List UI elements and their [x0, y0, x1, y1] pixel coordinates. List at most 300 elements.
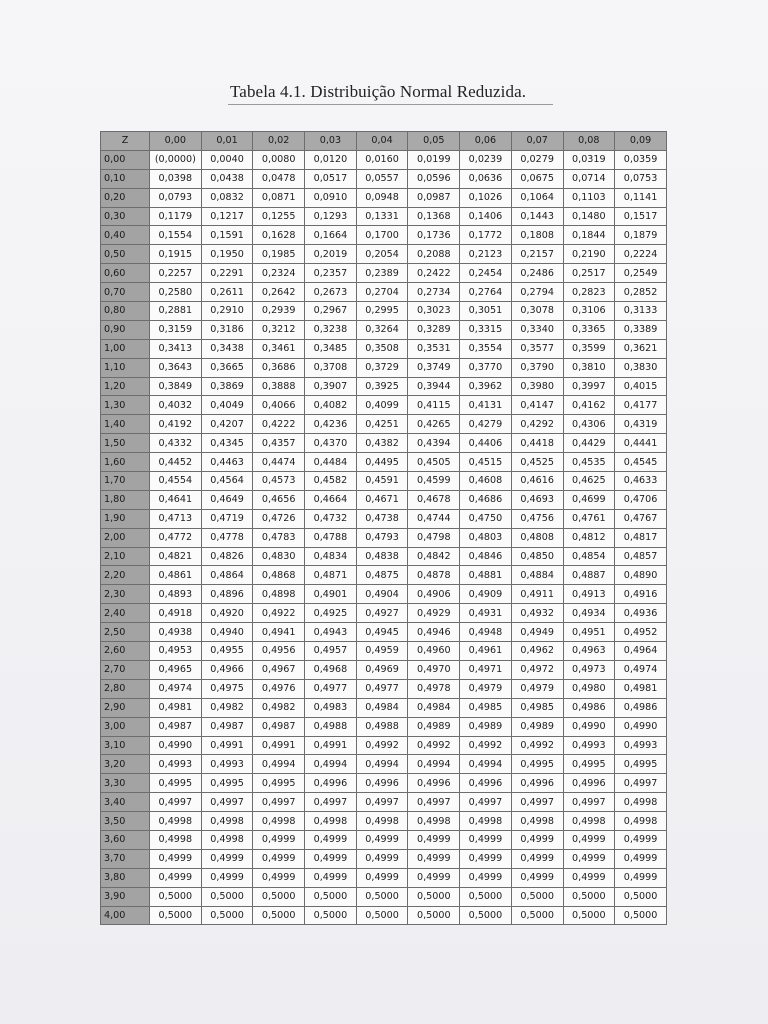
table-cell: 0,4830 [253, 547, 305, 566]
table-cell: 0,4162 [563, 396, 615, 415]
row-header-z: 0,50 [101, 245, 150, 264]
table-cell: 0,4986 [563, 698, 615, 717]
table-cell: 0,4993 [150, 755, 202, 774]
table-cell: 0,1879 [615, 226, 667, 245]
header-row [101, 132, 667, 151]
table-cell: 0,4998 [150, 830, 202, 849]
table-cell: 0,4850 [511, 547, 563, 566]
table-cell: 0,4906 [408, 585, 460, 604]
table-cell: 0,4999 [253, 830, 305, 849]
table-cell: 0,4931 [460, 604, 512, 623]
table-cell: 0,2794 [511, 283, 563, 302]
table-cell: 0,4608 [460, 472, 512, 491]
table-row [101, 585, 667, 604]
table-cell: 0,4441 [615, 434, 667, 453]
table-cell: 0,4842 [408, 547, 460, 566]
row-header-z: 3,50 [101, 812, 150, 831]
table-cell: 0,4887 [563, 566, 615, 585]
row-header-z: 1,60 [101, 453, 150, 472]
table-cell: 0,4474 [253, 453, 305, 472]
table-cell: 0,3461 [253, 339, 305, 358]
table-cell: 0,4484 [305, 453, 357, 472]
table-cell: 0,5000 [460, 887, 512, 906]
table-cell: 0,4997 [201, 793, 253, 812]
table-cell: 0,4893 [150, 585, 202, 604]
table-cell: 0,3621 [615, 339, 667, 358]
table-row [101, 264, 667, 283]
table-cell: 0,4699 [563, 490, 615, 509]
table-cell: 0,4936 [615, 604, 667, 623]
table-cell: 0,4996 [305, 774, 357, 793]
table-cell: 0,5000 [150, 906, 202, 925]
table-cell: 0,4987 [201, 717, 253, 736]
table-cell: 0,4997 [356, 793, 408, 812]
table-cell: 0,4798 [408, 528, 460, 547]
table-cell: 0,4989 [460, 717, 512, 736]
table-cell: 0,5000 [150, 887, 202, 906]
table-cell: 0,4941 [253, 623, 305, 642]
row-header-z: 1,10 [101, 358, 150, 377]
table-cell: 0,4890 [615, 566, 667, 585]
table-cell: 0,1480 [563, 207, 615, 226]
row-header-z: 2,90 [101, 698, 150, 717]
table-cell: 0,4778 [201, 528, 253, 547]
table-row [101, 887, 667, 906]
table-cell: 0,3997 [563, 377, 615, 396]
table-cell: 0,4357 [253, 434, 305, 453]
table-cell: 0,4994 [305, 755, 357, 774]
table-cell: 0,4099 [356, 396, 408, 415]
row-header-z: 1,30 [101, 396, 150, 415]
table-cell: 0,0636 [460, 169, 512, 188]
table-cell: 0,4999 [150, 849, 202, 868]
table-cell: 0,3051 [460, 302, 512, 321]
table-cell: 0,4918 [150, 604, 202, 623]
table-cell: 0,5000 [408, 906, 460, 925]
table-cell: 0,5000 [511, 906, 563, 925]
table-cell: 0,4984 [356, 698, 408, 717]
table-cell: 0,4982 [253, 698, 305, 717]
table-cell: 0,4207 [201, 415, 253, 434]
table-cell: 0,4306 [563, 415, 615, 434]
table-row [101, 490, 667, 509]
table-row [101, 849, 667, 868]
table-cell: 0,4564 [201, 472, 253, 491]
table-cell: 0,4131 [460, 396, 512, 415]
table-cell: 0,1844 [563, 226, 615, 245]
table-row [101, 453, 667, 472]
table-cell: 0,4808 [511, 528, 563, 547]
table-cell: 0,0948 [356, 188, 408, 207]
table-cell: 0,4985 [511, 698, 563, 717]
table-cell: 0,4988 [356, 717, 408, 736]
table-cell: 0,3238 [305, 320, 357, 339]
table-cell: 0,4961 [460, 642, 512, 661]
table-cell: 0,2881 [150, 302, 202, 321]
table-cell: 0,0239 [460, 150, 512, 169]
row-header-z: 0,20 [101, 188, 150, 207]
table-cell: 0,3365 [563, 320, 615, 339]
table-cell: 0,4573 [253, 472, 305, 491]
table-cell: 0,4993 [201, 755, 253, 774]
table-cell: 0,4956 [253, 642, 305, 661]
table-cell: 0,5000 [253, 906, 305, 925]
table-cell: 0,0832 [201, 188, 253, 207]
table-cell: 0,4066 [253, 396, 305, 415]
table-cell: 0,1064 [511, 188, 563, 207]
table-cell: 0,4429 [563, 434, 615, 453]
table-cell: 0,4881 [460, 566, 512, 585]
table-cell: 0,4633 [615, 472, 667, 491]
table-cell: 0,4946 [408, 623, 460, 642]
row-header-z: 2,10 [101, 547, 150, 566]
table-cell: 0,0279 [511, 150, 563, 169]
table-body [101, 150, 667, 925]
table-cell: 0,0714 [563, 169, 615, 188]
table-cell: 0,5000 [356, 906, 408, 925]
table-cell: 0,1664 [305, 226, 357, 245]
table-cell: 0,4370 [305, 434, 357, 453]
table-cell: 0,3849 [150, 377, 202, 396]
table-cell: 0,3577 [511, 339, 563, 358]
table-cell: 0,4761 [563, 509, 615, 528]
row-header-z: 1,80 [101, 490, 150, 509]
table-cell: 0,4999 [511, 849, 563, 868]
table-cell: 0,4756 [511, 509, 563, 528]
table-cell: 0,4999 [615, 830, 667, 849]
table-cell: 0,2939 [253, 302, 305, 321]
table-cell: 0,4515 [460, 453, 512, 472]
table-cell: 0,4977 [305, 679, 357, 698]
table-row [101, 566, 667, 585]
table-cell: 0,4991 [305, 736, 357, 755]
table-cell: 0,4452 [150, 453, 202, 472]
table-cell: 0,4913 [563, 585, 615, 604]
table-cell: 0,4991 [201, 736, 253, 755]
table-cell: 0,2224 [615, 245, 667, 264]
table-cell: 0,4656 [253, 490, 305, 509]
table-cell: 0,4999 [150, 868, 202, 887]
table-cell: 0,4987 [253, 717, 305, 736]
table-row [101, 320, 667, 339]
table-cell: 0,4934 [563, 604, 615, 623]
table-cell: 0,4945 [356, 623, 408, 642]
table-cell: 0,1026 [460, 188, 512, 207]
table-cell: 0,4996 [408, 774, 460, 793]
table-cell: 0,4999 [511, 868, 563, 887]
table-cell: 0,4871 [305, 566, 357, 585]
table-cell: 0,5000 [563, 906, 615, 925]
table-row [101, 774, 667, 793]
table-cell: 0,4998 [305, 812, 357, 831]
table-cell: 0,4292 [511, 415, 563, 434]
table-row [101, 679, 667, 698]
table-cell: 0,4744 [408, 509, 460, 528]
table-cell: 0,5000 [408, 887, 460, 906]
table-cell: 0,4783 [253, 528, 305, 547]
row-header-z: 0,70 [101, 283, 150, 302]
row-header-z: 0,40 [101, 226, 150, 245]
table-cell: 0,4999 [460, 868, 512, 887]
table-cell: 0,4793 [356, 528, 408, 547]
table-cell: 0,4732 [305, 509, 357, 528]
table-row [101, 245, 667, 264]
table-cell: 0,3888 [253, 377, 305, 396]
table-cell: 0,3770 [460, 358, 512, 377]
table-cell: 0,4505 [408, 453, 460, 472]
table-cell: 0,3078 [511, 302, 563, 321]
table-cell: 0,4952 [615, 623, 667, 642]
table-cell: 0,4997 [408, 793, 460, 812]
table-cell: 0,1700 [356, 226, 408, 245]
table-cell: 0,3925 [356, 377, 408, 396]
table-cell: 0,5000 [356, 887, 408, 906]
table-row [101, 339, 667, 358]
table-cell: 0,2995 [356, 302, 408, 321]
table-cell: 0,4671 [356, 490, 408, 509]
table-row [101, 283, 667, 302]
table-row [101, 472, 667, 491]
table-cell: 0,3413 [150, 339, 202, 358]
table-cell: 0,4992 [460, 736, 512, 755]
table-cell: 0,4979 [511, 679, 563, 698]
table-cell: 0,4192 [150, 415, 202, 434]
row-header-z: 1,70 [101, 472, 150, 491]
table-cell: 0,3264 [356, 320, 408, 339]
table-cell: 0,4686 [460, 490, 512, 509]
table-cell: 0,4864 [201, 566, 253, 585]
table-row [101, 169, 667, 188]
table-cell: 0,4992 [356, 736, 408, 755]
table-cell: 0,3708 [305, 358, 357, 377]
table-cell: 0,4972 [511, 660, 563, 679]
table-cell: 0,4997 [615, 774, 667, 793]
table-row [101, 226, 667, 245]
table-cell: 0,4857 [615, 547, 667, 566]
table-cell: 0,4904 [356, 585, 408, 604]
table-cell: 0,0793 [150, 188, 202, 207]
table-cell: 0,4960 [408, 642, 460, 661]
table-cell: 0,4394 [408, 434, 460, 453]
table-cell: 0,4998 [253, 812, 305, 831]
table-cell: 0,4995 [615, 755, 667, 774]
table-cell: 0,2357 [305, 264, 357, 283]
row-header-z: 2,30 [101, 585, 150, 604]
table-cell: 0,4997 [563, 793, 615, 812]
table-cell: 0,4535 [563, 453, 615, 472]
table-cell: 0,4989 [408, 717, 460, 736]
row-header-z: 0,60 [101, 264, 150, 283]
table-cell: 0,4940 [201, 623, 253, 642]
row-header-z: 3,40 [101, 793, 150, 812]
table-cell: 0,3106 [563, 302, 615, 321]
table-cell: 0,0675 [511, 169, 563, 188]
table-cell: 0,4994 [460, 755, 512, 774]
table-cell: 0,2486 [511, 264, 563, 283]
table-cell: 0,1217 [201, 207, 253, 226]
table-cell: 0,4999 [201, 868, 253, 887]
table-cell: 0,0120 [305, 150, 357, 169]
table-cell: 0,4999 [253, 849, 305, 868]
table-row [101, 830, 667, 849]
table-cell: 0,4991 [253, 736, 305, 755]
table-cell: (0,0000) [150, 150, 202, 169]
table-cell: 0,0478 [253, 169, 305, 188]
table-cell: 0,0160 [356, 150, 408, 169]
table-cell: 0,4996 [356, 774, 408, 793]
table-row [101, 698, 667, 717]
table-cell: 0,0871 [253, 188, 305, 207]
table-cell: 0,2190 [563, 245, 615, 264]
table-cell: 0,4999 [563, 868, 615, 887]
table-header [101, 132, 667, 151]
table-cell: 0,2019 [305, 245, 357, 264]
table-row [101, 415, 667, 434]
table-cell: 0,3643 [150, 358, 202, 377]
table-cell: 0,4812 [563, 528, 615, 547]
column-header: 0,03 [305, 132, 357, 151]
table-cell: 0,0359 [615, 150, 667, 169]
table-cell: 0,4279 [460, 415, 512, 434]
row-header-z: 0,00 [101, 150, 150, 169]
table-cell: 0,4983 [305, 698, 357, 717]
table-cell: 0,4984 [408, 698, 460, 717]
table-cell: 0,4678 [408, 490, 460, 509]
table-cell: 0,4082 [305, 396, 357, 415]
table-row [101, 434, 667, 453]
table-cell: 0,4995 [511, 755, 563, 774]
table-row [101, 547, 667, 566]
table-cell: 0,4996 [460, 774, 512, 793]
table-cell: 0,4909 [460, 585, 512, 604]
table-cell: 0,4817 [615, 528, 667, 547]
table-cell: 0,2852 [615, 283, 667, 302]
table-cell: 0,4998 [563, 812, 615, 831]
table-cell: 0,4767 [615, 509, 667, 528]
table-cell: 0,4032 [150, 396, 202, 415]
table-row [101, 660, 667, 679]
table-cell: 0,4922 [253, 604, 305, 623]
table-cell: 0,3980 [511, 377, 563, 396]
table-cell: 0,4938 [150, 623, 202, 642]
table-cell: 0,4999 [305, 868, 357, 887]
table-cell: 0,4927 [356, 604, 408, 623]
table-cell: 0,4974 [615, 660, 667, 679]
table-cell: 0,4999 [356, 830, 408, 849]
table-cell: 0,4997 [305, 793, 357, 812]
table-cell: 0,1255 [253, 207, 305, 226]
table-cell: 0,4992 [511, 736, 563, 755]
table-cell: 0,4994 [408, 755, 460, 774]
table-cell: 0,4878 [408, 566, 460, 585]
table-cell: 0,4974 [150, 679, 202, 698]
table-cell: 0,2580 [150, 283, 202, 302]
table-cell: 0,4999 [408, 830, 460, 849]
table-cell: 0,5000 [305, 906, 357, 925]
table-cell: 0,4554 [150, 472, 202, 491]
table-cell: 0,4973 [563, 660, 615, 679]
table-cell: 0,2673 [305, 283, 357, 302]
column-header: 0,09 [615, 132, 667, 151]
table-row [101, 642, 667, 661]
table-cell: 0,4993 [563, 736, 615, 755]
table-cell: 0,4932 [511, 604, 563, 623]
column-header: 0,02 [253, 132, 305, 151]
table-cell: 0,5000 [615, 906, 667, 925]
row-header-z: 3,30 [101, 774, 150, 793]
table-row [101, 528, 667, 547]
table-cell: 0,4943 [305, 623, 357, 642]
table-cell: 0,4999 [511, 830, 563, 849]
column-header-z: Z [101, 132, 150, 151]
table-cell: 0,4998 [356, 812, 408, 831]
table-cell: 0,4957 [305, 642, 357, 661]
table-cell: 0,4901 [305, 585, 357, 604]
table-cell: 0,3962 [460, 377, 512, 396]
table-cell: 0,4713 [150, 509, 202, 528]
table-cell: 0,4616 [511, 472, 563, 491]
row-header-z: 1,90 [101, 509, 150, 528]
table-row [101, 302, 667, 321]
table-cell: 0,5000 [460, 906, 512, 925]
table-cell: 0,4846 [460, 547, 512, 566]
table-cell: 0,4319 [615, 415, 667, 434]
table-cell: 0,3599 [563, 339, 615, 358]
table-cell: 0,4929 [408, 604, 460, 623]
table-cell: 0,4599 [408, 472, 460, 491]
table-cell: 0,4995 [150, 774, 202, 793]
table-cell: 0,4999 [305, 849, 357, 868]
table-cell: 0,4916 [615, 585, 667, 604]
table-cell: 0,0319 [563, 150, 615, 169]
table-cell: 0,4963 [563, 642, 615, 661]
table-row [101, 793, 667, 812]
table-cell: 0,4177 [615, 396, 667, 415]
table-cell: 0,4463 [201, 453, 253, 472]
table-cell: 0,0557 [356, 169, 408, 188]
row-header-z: 1,00 [101, 339, 150, 358]
table-cell: 0,3508 [356, 339, 408, 358]
table-cell: 0,4998 [615, 812, 667, 831]
table-cell: 0,1950 [201, 245, 253, 264]
table-cell: 0,4965 [150, 660, 202, 679]
row-header-z: 3,00 [101, 717, 150, 736]
table-cell: 0,4861 [150, 566, 202, 585]
table-cell: 0,4990 [615, 717, 667, 736]
table-cell: 0,4838 [356, 547, 408, 566]
table-cell: 0,4998 [511, 812, 563, 831]
table-cell: 0,4265 [408, 415, 460, 434]
table-cell: 0,0517 [305, 169, 357, 188]
table-cell: 0,4920 [201, 604, 253, 623]
table-cell: 0,4999 [253, 868, 305, 887]
table-cell: 0,4345 [201, 434, 253, 453]
table-cell: 0,4999 [563, 849, 615, 868]
row-header-z: 2,40 [101, 604, 150, 623]
table-cell: 0,4706 [615, 490, 667, 509]
table-cell: 0,1628 [253, 226, 305, 245]
table-cell: 0,4332 [150, 434, 202, 453]
table-cell: 0,3830 [615, 358, 667, 377]
table-cell: 0,2517 [563, 264, 615, 283]
table-cell: 0,4968 [305, 660, 357, 679]
table-cell: 0,4948 [460, 623, 512, 642]
page-title: Tabela 4.1. Distribuição Normal Reduzida. [230, 82, 527, 101]
table-cell: 0,4998 [615, 793, 667, 812]
table-cell: 0,4998 [201, 812, 253, 831]
table-cell: 0,5000 [615, 887, 667, 906]
column-header: 0,08 [563, 132, 615, 151]
